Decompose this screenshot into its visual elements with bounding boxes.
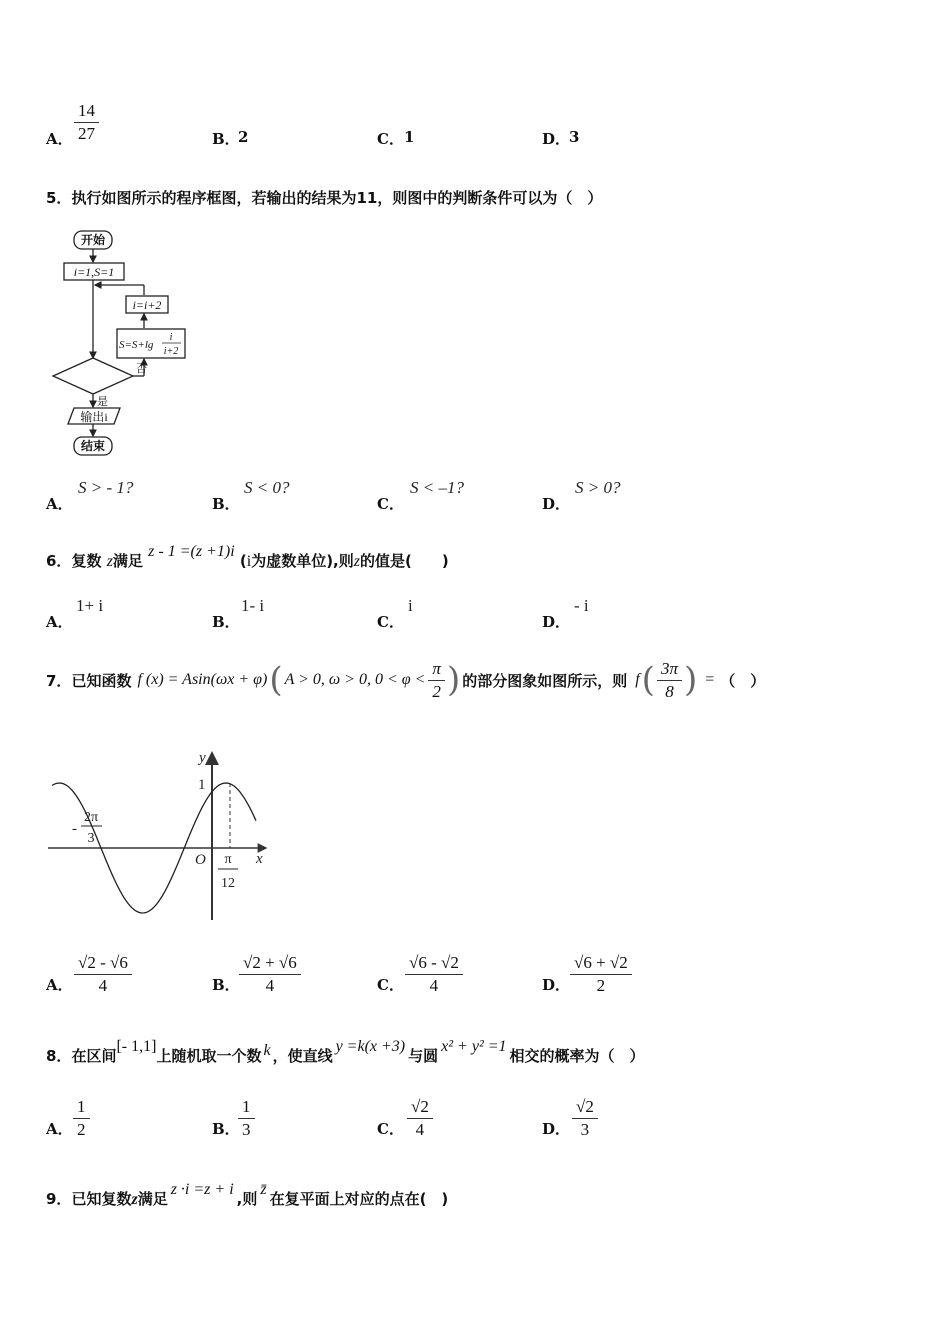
q4-option-a-fraction — [74, 100, 99, 145]
q7-x-label: x — [256, 851, 263, 867]
q6-option-c-expr: i — [408, 596, 413, 615]
q5-option-a-label: A． — [46, 495, 73, 513]
q9-equation: z ·i =z + i — [170, 1181, 234, 1198]
q4-option-c-label: C． — [377, 130, 404, 148]
q5-option-d-expr: S > 0? — [575, 478, 621, 497]
flow-init-label: i=1,S=1 — [73, 265, 115, 279]
q7-arg-num: 3π — [657, 658, 682, 681]
flow-output-label: 输出i — [80, 410, 108, 424]
q5-flowchart — [44, 225, 204, 465]
q7-c-num: √6 - √2 — [405, 952, 463, 975]
q7-stem: 7． 已知函数 f (x) = Asin(ωx + φ) ( A > 0, ω > 0, 0 < φ < $\frac{\pi}{2}$ ) 的部分图象如图所示，则 f ( $\frac{3\pi}{8}$ ) = （ ） — [46, 658, 766, 701]
q4-option-b-value: 2 — [238, 128, 249, 146]
q5-number: 5． — [46, 189, 72, 207]
q8-number: 8． — [46, 1047, 72, 1065]
q8-b-den: 3 — [242, 1120, 251, 1139]
q6-text-5: 的值是( ) — [360, 552, 449, 570]
q7-d-num: √6 + √2 — [570, 952, 632, 975]
q8-interval: [- 1,1] — [116, 1038, 157, 1055]
q8-c-num: √2 — [407, 1096, 433, 1119]
q7-option-d-label: D． — [542, 976, 571, 994]
q7-arg-den: 8 — [665, 681, 674, 701]
q6-option-c-label: C． — [377, 613, 404, 631]
flow-incr-label: i=i+2 — [132, 298, 162, 312]
q8-option-d-fraction — [572, 1096, 598, 1141]
q7-number: 7． — [46, 671, 72, 690]
flow-update-num: i — [169, 332, 173, 343]
q7-option-b-fraction — [239, 952, 301, 997]
q7-option-c-label: C． — [377, 976, 404, 994]
q8-option-c-label: C． — [377, 1120, 404, 1138]
q7-origin-label: O — [195, 852, 206, 868]
q8-text-1: 在区间 — [71, 1047, 117, 1065]
q8-circle-equation: x² + y² =1 — [441, 1038, 507, 1055]
q7-option-a-label: A． — [46, 976, 73, 994]
flow-no-label: 否 — [136, 363, 147, 375]
flow-start-label: 开始 — [80, 233, 106, 247]
q8-a-num: 1 — [73, 1096, 90, 1119]
q7-y-label: y — [199, 750, 206, 766]
q7-option-c-fraction — [405, 952, 463, 997]
q6-option-d-expr: - i — [574, 596, 589, 615]
q7-left-num: 2π — [83, 810, 99, 825]
q7-option-b-label: B． — [212, 976, 240, 994]
q8-a-den: 2 — [77, 1120, 86, 1139]
q7-option-d-fraction — [570, 952, 632, 997]
q8-text-3: ，使直线 — [272, 1047, 333, 1065]
q7-text-2: 的部分图象如图所示，则 — [462, 671, 628, 690]
q9-text-3: ,则 — [236, 1190, 258, 1208]
q8-d-num: √2 — [572, 1096, 598, 1119]
q7-condition: A > 0, ω > 0, 0 < φ < — [284, 671, 426, 688]
q6-stem — [46, 543, 449, 571]
q8-option-a-label: A． — [46, 1120, 73, 1138]
q4-option-a-label: A． — [46, 130, 73, 148]
q8-c-den: 4 — [415, 1120, 425, 1139]
flow-update-den: i+2 — [163, 346, 179, 357]
q7-right-den: 12 — [221, 876, 235, 891]
q7-a-num: √2 - √6 — [74, 952, 132, 975]
q7-d-den: 2 — [596, 976, 606, 995]
q9-number: 9． — [46, 1190, 72, 1208]
q5-option-b-label: B． — [212, 495, 240, 513]
q6-option-b-expr: 1- i — [241, 596, 265, 615]
q8-option-c-fraction — [407, 1096, 433, 1141]
q7-cond-num: π — [428, 658, 445, 681]
q7-arg-fraction — [657, 658, 682, 703]
q6-text-1: 复数 — [71, 552, 102, 570]
q4-a-numerator: 14 — [74, 100, 99, 123]
q8-stem — [46, 1038, 645, 1066]
q9-text-1: 已知复数 — [71, 1190, 132, 1208]
q5-stem — [46, 187, 602, 208]
q6-option-b-label: B． — [212, 613, 240, 631]
q7-condition-fraction — [428, 658, 445, 703]
q7-cond-den: 2 — [432, 681, 441, 701]
q4-option-d-value: 3 — [569, 128, 580, 146]
q8-text-5: 相交的概率为（ ） — [509, 1047, 645, 1065]
q4-option-b-label: B． — [212, 130, 240, 148]
q6-option-a-label: A． — [46, 613, 73, 631]
q6-option-d-label: D． — [542, 613, 571, 631]
q5-option-b-expr: S < 0? — [244, 478, 290, 497]
q6-z-symbol-2: z — [353, 553, 360, 570]
q9-z-symbol: z — [131, 1191, 138, 1208]
q7-option-a-fraction — [74, 952, 132, 997]
flow-update-prefix: S=S+lg — [119, 339, 154, 351]
flow-decision-diamond — [53, 358, 133, 394]
q6-i-symbol: i — [246, 553, 252, 570]
q7-equals: = — [705, 671, 715, 688]
q8-option-b-label: B． — [212, 1120, 240, 1138]
q7-text-1: 已知函数 — [71, 671, 132, 690]
q9-stem — [46, 1181, 449, 1209]
q9-text-4: 在复平面上对应的点在( ) — [269, 1190, 449, 1208]
q8-text-2: 上随机取一个数 — [156, 1047, 262, 1065]
q4-option-c-value: 1 — [404, 128, 415, 146]
q5-option-a-expr: S > - 1? — [78, 478, 134, 497]
q7-neg-sign: - — [72, 821, 77, 837]
q6-number: 6． — [46, 552, 72, 570]
q8-option-b-fraction — [238, 1096, 255, 1141]
q7-one-label: 1 — [198, 777, 206, 793]
q6-text-2: 满足 — [112, 552, 143, 570]
q8-d-den: 3 — [580, 1120, 590, 1139]
q7-text-3: （ ） — [720, 671, 766, 690]
q8-option-a-fraction — [73, 1096, 90, 1141]
q6-text-3: ( — [239, 552, 247, 570]
q7-left-den: 3 — [87, 831, 95, 846]
q9-zbar-symbol: z̄ — [260, 1181, 267, 1198]
q5-text: 执行如图所示的程序框图，若输出的结果为11，则图中的判断条件可以为（ ） — [71, 189, 603, 207]
q7-c-den: 4 — [429, 976, 439, 995]
q7-b-den: 4 — [265, 976, 275, 995]
q5-option-c-label: C． — [377, 495, 404, 513]
q8-k-symbol: k — [263, 1042, 271, 1059]
q7-b-num: √2 + √6 — [239, 952, 301, 975]
q7-function: f (x) = Asin(ωx + φ) — [137, 671, 268, 688]
q5-option-d-label: D． — [542, 495, 571, 513]
q8-b-num: 1 — [238, 1096, 255, 1119]
q6-z-symbol: z — [106, 553, 113, 570]
q8-text-4: 与圆 — [408, 1047, 439, 1065]
flow-end-label: 结束 — [80, 439, 106, 453]
q6-equation: z - 1 =(z +1)i — [148, 543, 235, 560]
q8-line-equation: y =k(x +3) — [335, 1038, 406, 1055]
q7-f-symbol: f — [635, 671, 640, 688]
q7-a-den: 4 — [98, 976, 108, 995]
q7-right-num: π — [224, 852, 232, 867]
q4-option-d-label: D． — [542, 130, 571, 148]
q8-option-d-label: D． — [542, 1120, 571, 1138]
q9-text-2: 满足 — [137, 1190, 168, 1208]
q6-option-a-expr: 1+ i — [76, 596, 104, 615]
flow-yes-label: 是 — [97, 396, 108, 408]
q4-a-denominator: 27 — [78, 124, 95, 143]
q6-text-4: 为虚数单位),则 — [251, 552, 354, 570]
q7-sine-graph — [44, 745, 274, 925]
q5-option-c-expr: S < –1? — [410, 478, 464, 497]
